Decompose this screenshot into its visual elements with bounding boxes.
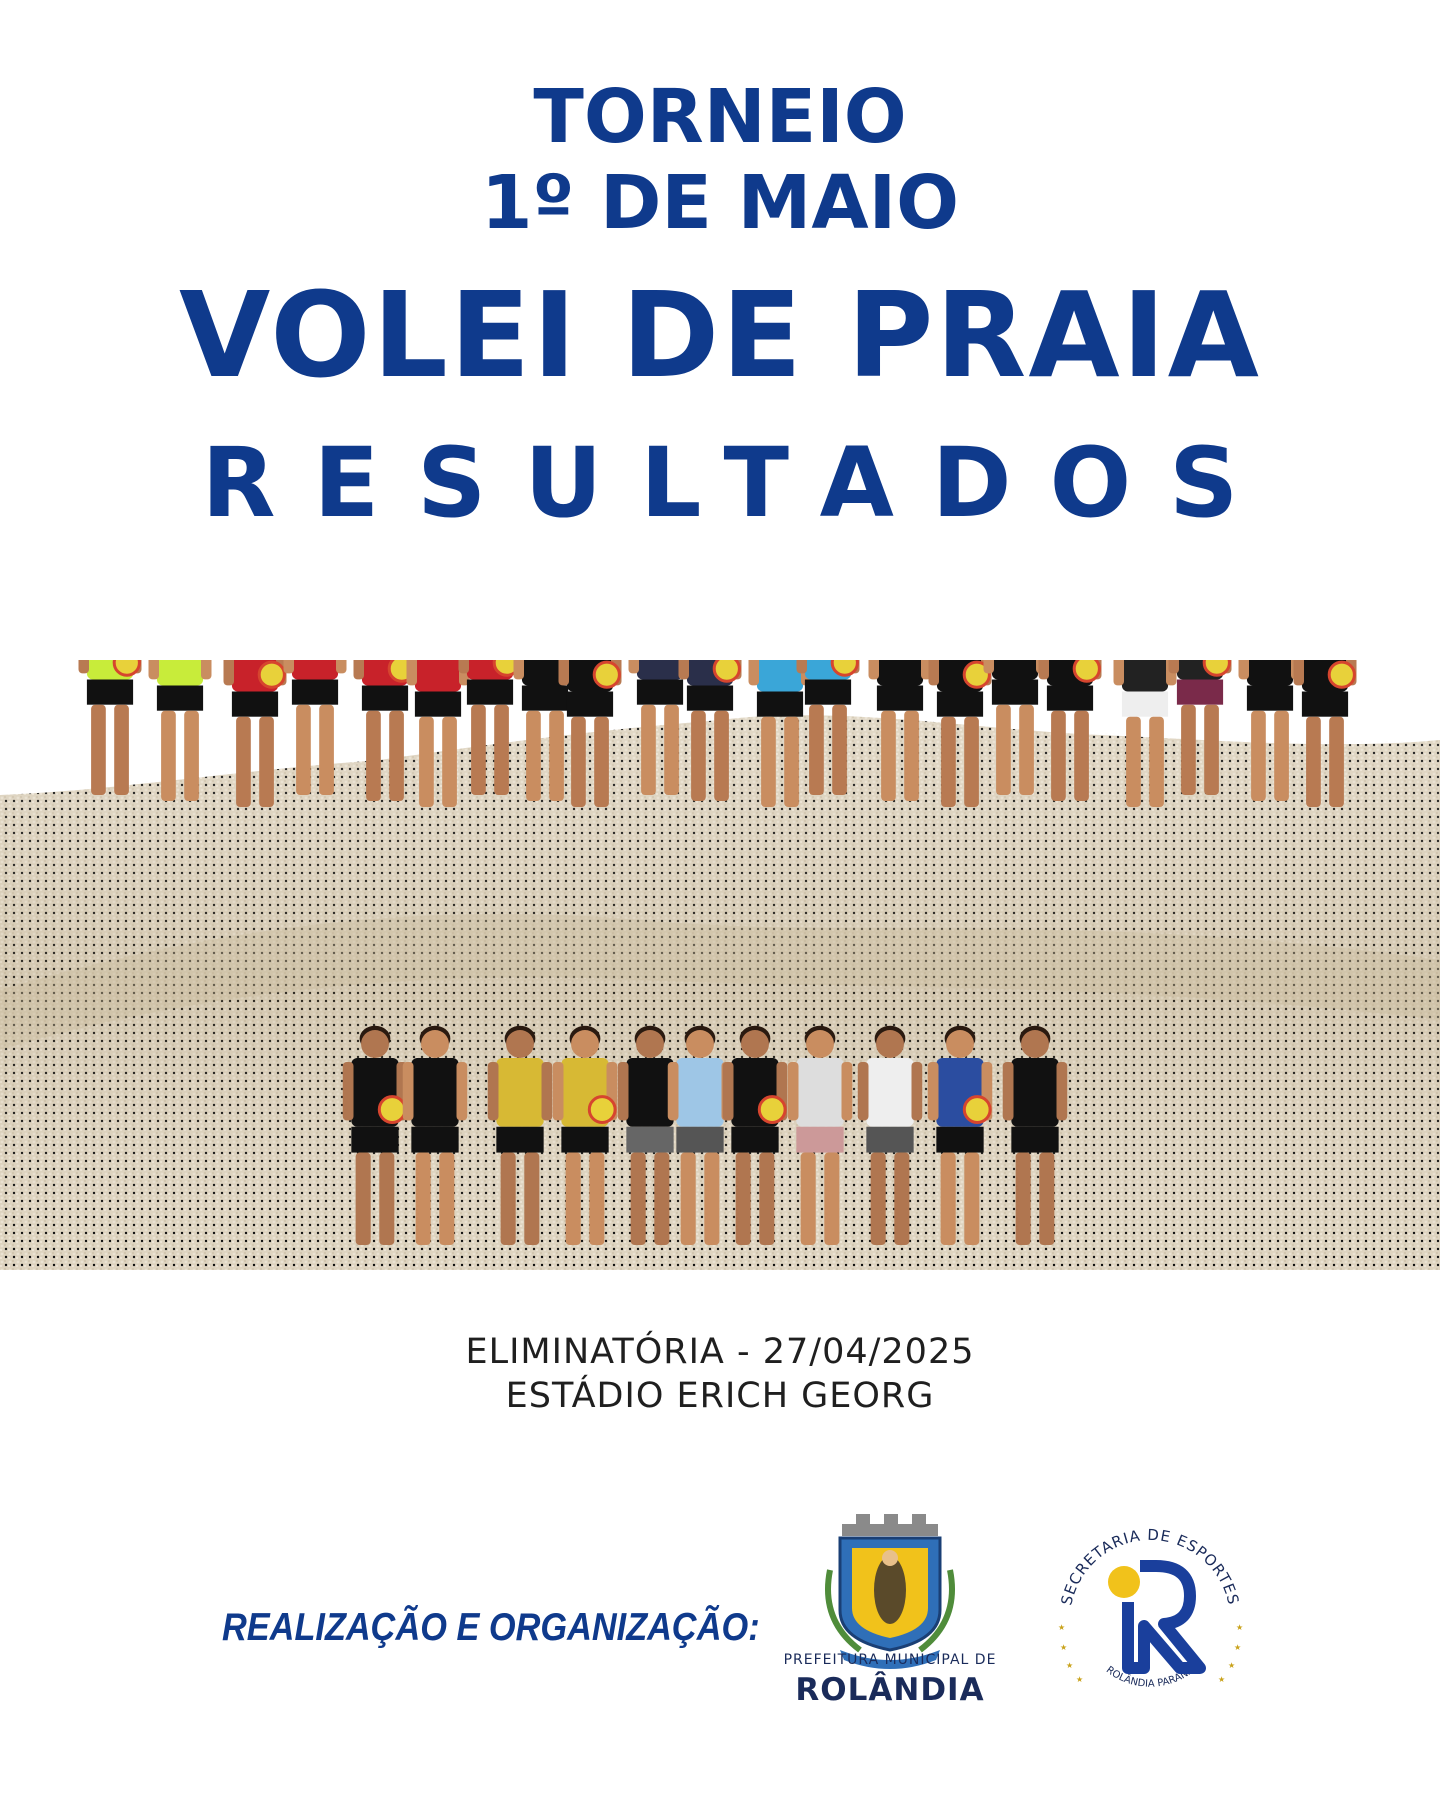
svg-text:★: ★ <box>1236 1623 1244 1632</box>
title-date: 1º DE MAIO <box>480 160 960 246</box>
prefeitura-city: ROLÂNDIA <box>795 1672 985 1708</box>
svg-text:★: ★ <box>1060 1643 1068 1652</box>
event-stage-date: ELIMINATÓRIA - 27/04/2025 <box>465 1332 975 1372</box>
secretaria-esportes-logo <box>1040 1510 1260 1720</box>
svg-text:★: ★ <box>1234 1643 1242 1652</box>
svg-text:★: ★ <box>1076 1675 1084 1684</box>
title-results: RESULTADOS <box>201 427 1277 539</box>
player <box>79 660 142 795</box>
prefeitura-label: PREFEITURA MUNICIPAL DE <box>783 1652 997 1668</box>
title-sport: VOLEI DE PRAIA <box>179 266 1261 404</box>
svg-text:★: ★ <box>1228 1661 1236 1670</box>
event-venue: ESTÁDIO ERICH GEORG <box>505 1376 935 1416</box>
title-torneio: TORNEIO <box>533 74 907 160</box>
credit-label: REALIZAÇÃO E ORGANIZAÇÃO: <box>222 1606 760 1649</box>
secretaria-arc-text: SECRETARIA DE ESPORTES <box>1057 1525 1243 1608</box>
secretaria-location-text: ROLÂNDIA PARANÁ <box>1103 1664 1197 1690</box>
team-photo <box>0 660 1440 1270</box>
svg-text:★: ★ <box>1066 1661 1074 1670</box>
svg-text:★: ★ <box>1058 1623 1066 1632</box>
svg-text:★: ★ <box>1218 1675 1226 1684</box>
